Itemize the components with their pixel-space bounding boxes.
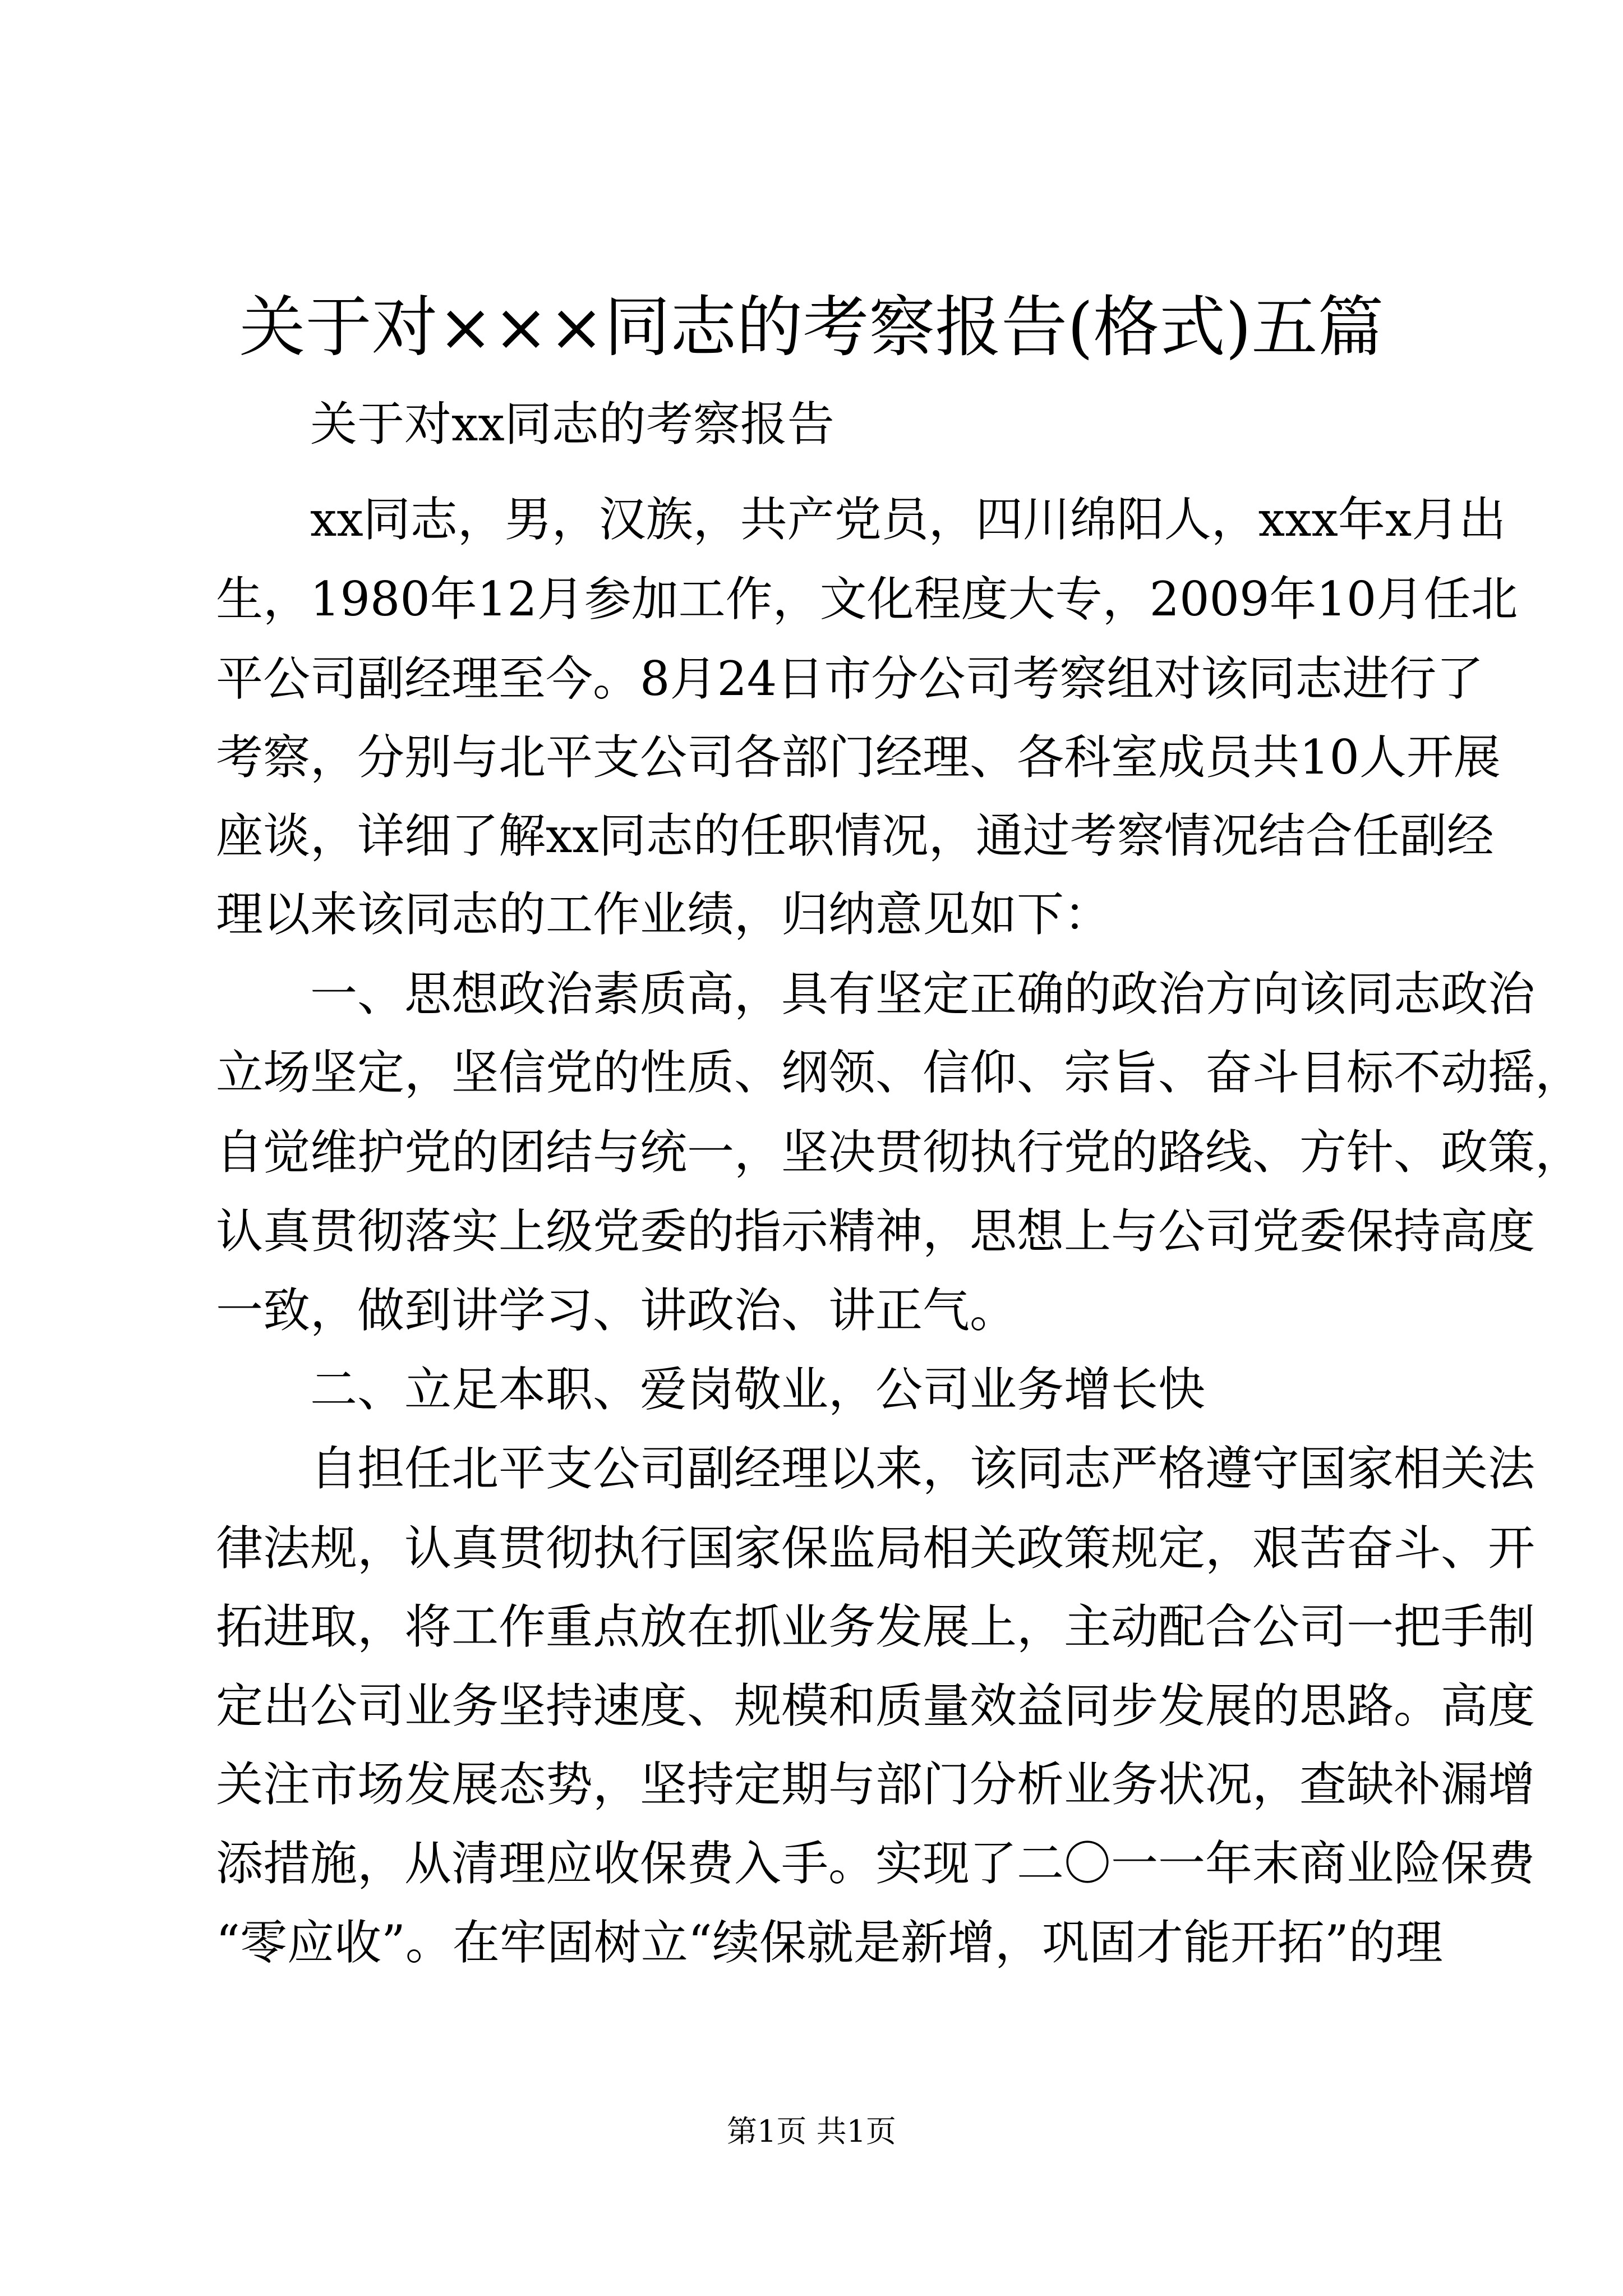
body-line: 立场坚定，坚信党的性质、纲领、信仰、宗旨、奋斗目标不动摇， [216,1045,1583,1100]
document-title: 关于对×××同志的考察报告(格式)五篇 [239,288,1384,366]
page-footer: 第1页 共1页 [727,2114,896,2149]
body-line: 拓进取，将工作重点放在抓业务发展上，主动配合公司一把手制 [216,1599,1536,1654]
body-line: 自担任北平支公司副经理以来，该同志严格遵守国家相关法 [310,1441,1536,1496]
section-heading-line: 一、思想政治素质高，具有坚定正确的政治方向该同志政治 [310,967,1536,1022]
body-line: 关注市场发展态势，坚持定期与部门分析业务状况，查缺补漏增 [216,1757,1536,1812]
body-line: 律法规，认真贯彻执行国家保监局相关政策规定，艰苦奋斗、开 [216,1521,1536,1576]
section-heading-line: 二、立足本职、爱岗敬业，公司业务增长快 [310,1362,1206,1417]
body-line: 认真贯彻落实上级党委的指示精神，思想上与公司党委保持高度 [216,1204,1536,1259]
body-line: 一致，做到讲学习、讲政治、讲正气。 [216,1283,1017,1338]
body-line: 平公司副经理至今。8月24日市分公司考察组对该同志进行了 [216,651,1484,706]
subtitle-line: 关于对xx同志的考察报告 [310,397,834,452]
body-line: “零应收”。在牢固树立“续保就是新增，巩固才能开拓”的理 [216,1915,1443,1970]
body-line: 生，1980年12月参加工作，文化程度大专，2009年10月任北 [216,572,1518,627]
body-line: 理以来该同志的工作业绩，归纳意见如下： [216,887,1112,942]
body-line: xx同志，男，汉族，共产党员，四川绵阳人，xxx年x月出 [310,492,1506,547]
body-line: 定出公司业务坚持速度、规模和质量效益同步发展的思路。高度 [216,1678,1536,1733]
body-line: 座谈，详细了解xx同志的任职情况，通过考察情况结合任副经 [216,808,1494,863]
body-line: 考察，分别与北平支公司各部门经理、各科室成员共10人开展 [216,730,1501,785]
body-line: 自觉维护党的团结与统一，坚决贯彻执行党的路线、方针、政策， [216,1125,1583,1180]
body-line: 添措施，从清理应收保费入手。实现了二〇一一年末商业险保费 [216,1836,1536,1891]
